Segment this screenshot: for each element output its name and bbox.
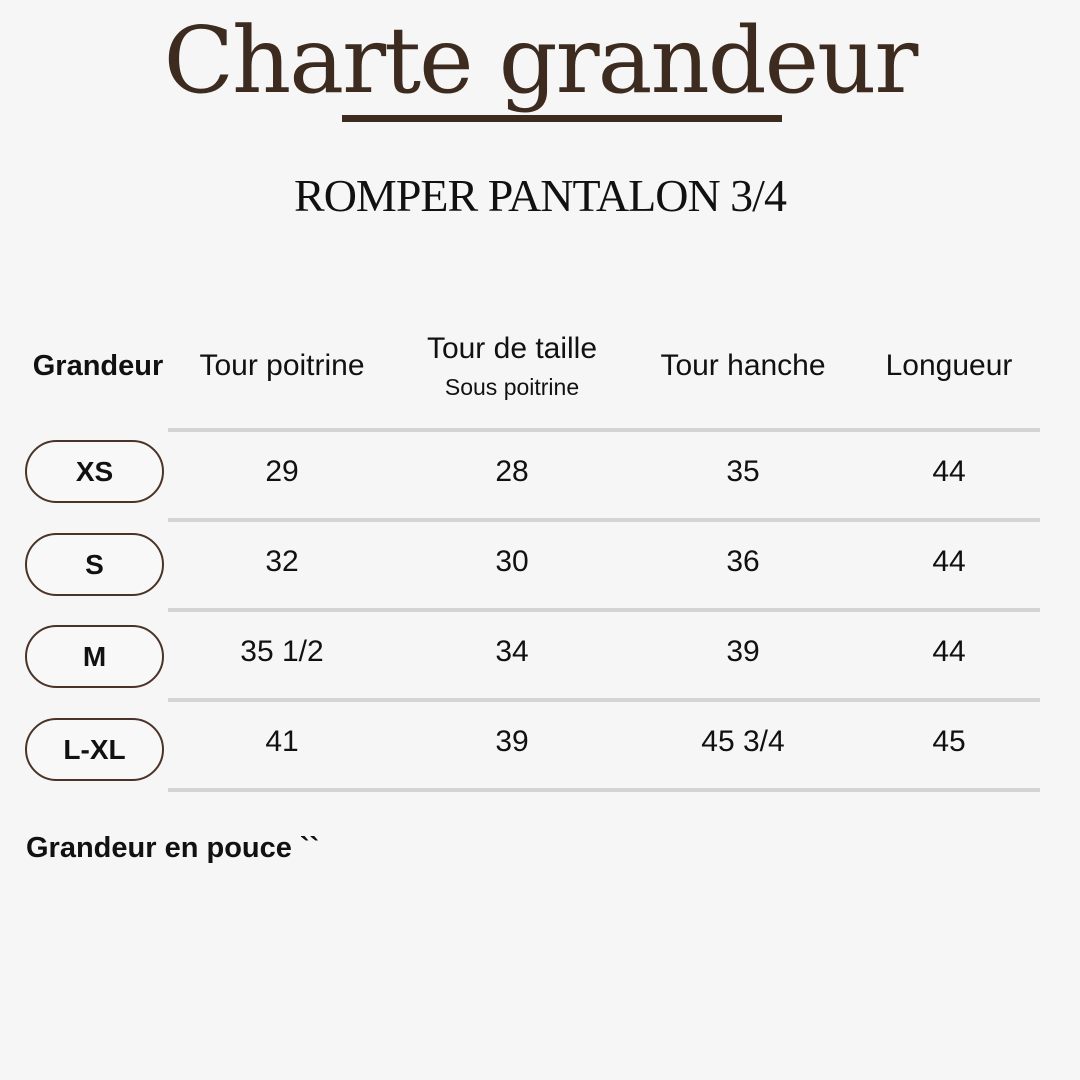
table-cell-hip: 35 xyxy=(726,455,760,488)
table-cell-chest: 29 xyxy=(265,455,299,488)
table-cell-waist: 34 xyxy=(495,635,529,668)
size-badge-l-xl: L-XL xyxy=(25,718,164,781)
table-cell-waist: 39 xyxy=(495,725,529,758)
size-badge-m: M xyxy=(25,625,164,688)
size-badge-s: S xyxy=(25,533,164,596)
table-cell-chest: 32 xyxy=(265,545,299,578)
row-divider xyxy=(168,608,1040,612)
title-underline xyxy=(342,115,782,122)
table-cell-hip: 45 3/4 xyxy=(701,725,785,758)
table-cell-waist: 28 xyxy=(495,455,529,488)
column-header-waist-sub: Sous poitrine xyxy=(444,374,580,400)
table-cell-length: 44 xyxy=(932,455,966,488)
column-header-chest: Tour poitrine xyxy=(199,349,365,382)
column-header-waist: Tour de taille xyxy=(426,332,598,365)
product-subtitle: ROMPER PANTALON 3/4 xyxy=(294,170,786,221)
table-cell-chest: 35 1/2 xyxy=(240,635,324,668)
column-header-hip: Tour hanche xyxy=(660,349,826,382)
row-divider xyxy=(168,788,1040,792)
row-divider xyxy=(168,698,1040,702)
column-header-length: Longueur xyxy=(885,349,1013,382)
row-divider xyxy=(168,518,1040,522)
table-cell-length: 44 xyxy=(932,635,966,668)
size-badge-xs: XS xyxy=(25,440,164,503)
table-cell-length: 45 xyxy=(932,725,966,758)
unit-footnote: Grandeur en pouce `` xyxy=(26,832,320,864)
table-cell-length: 44 xyxy=(932,545,966,578)
page-title: Charte grandeur xyxy=(163,7,917,114)
table-cell-chest: 41 xyxy=(265,725,299,758)
row-divider xyxy=(168,428,1040,432)
column-header-size: Grandeur xyxy=(32,350,164,382)
table-cell-hip: 36 xyxy=(726,545,760,578)
table-cell-hip: 39 xyxy=(726,635,760,668)
table-cell-waist: 30 xyxy=(495,545,529,578)
